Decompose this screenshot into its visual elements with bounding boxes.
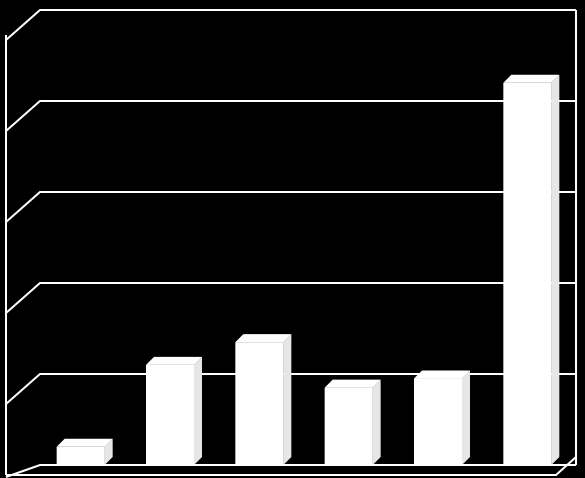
bar-top-face	[235, 334, 291, 342]
bar-top-face	[57, 439, 113, 447]
bar-side-face	[551, 75, 559, 465]
gridline	[6, 192, 576, 222]
bars-layer	[57, 75, 560, 465]
bar-top-face	[414, 371, 470, 379]
bar-side-face	[462, 371, 470, 465]
bar-front-face	[235, 342, 283, 465]
bar-top-face	[325, 380, 381, 388]
bar	[325, 380, 381, 465]
gridline	[6, 283, 576, 313]
bar	[57, 439, 113, 465]
bar-front-face	[414, 379, 462, 465]
bar-side-face	[194, 357, 202, 465]
gridline	[6, 10, 576, 40]
bar	[146, 357, 202, 465]
bar-front-face	[325, 388, 373, 465]
bar	[503, 75, 559, 465]
bar-front-face	[146, 365, 194, 465]
bar-side-face	[373, 380, 381, 465]
bar-side-face	[283, 334, 291, 465]
bar-top-face	[146, 357, 202, 365]
bar-front-face	[57, 447, 105, 465]
bar	[235, 334, 291, 465]
bar	[414, 371, 470, 465]
gridline	[6, 101, 576, 131]
bar-top-face	[503, 75, 559, 83]
bar-front-face	[503, 83, 551, 465]
